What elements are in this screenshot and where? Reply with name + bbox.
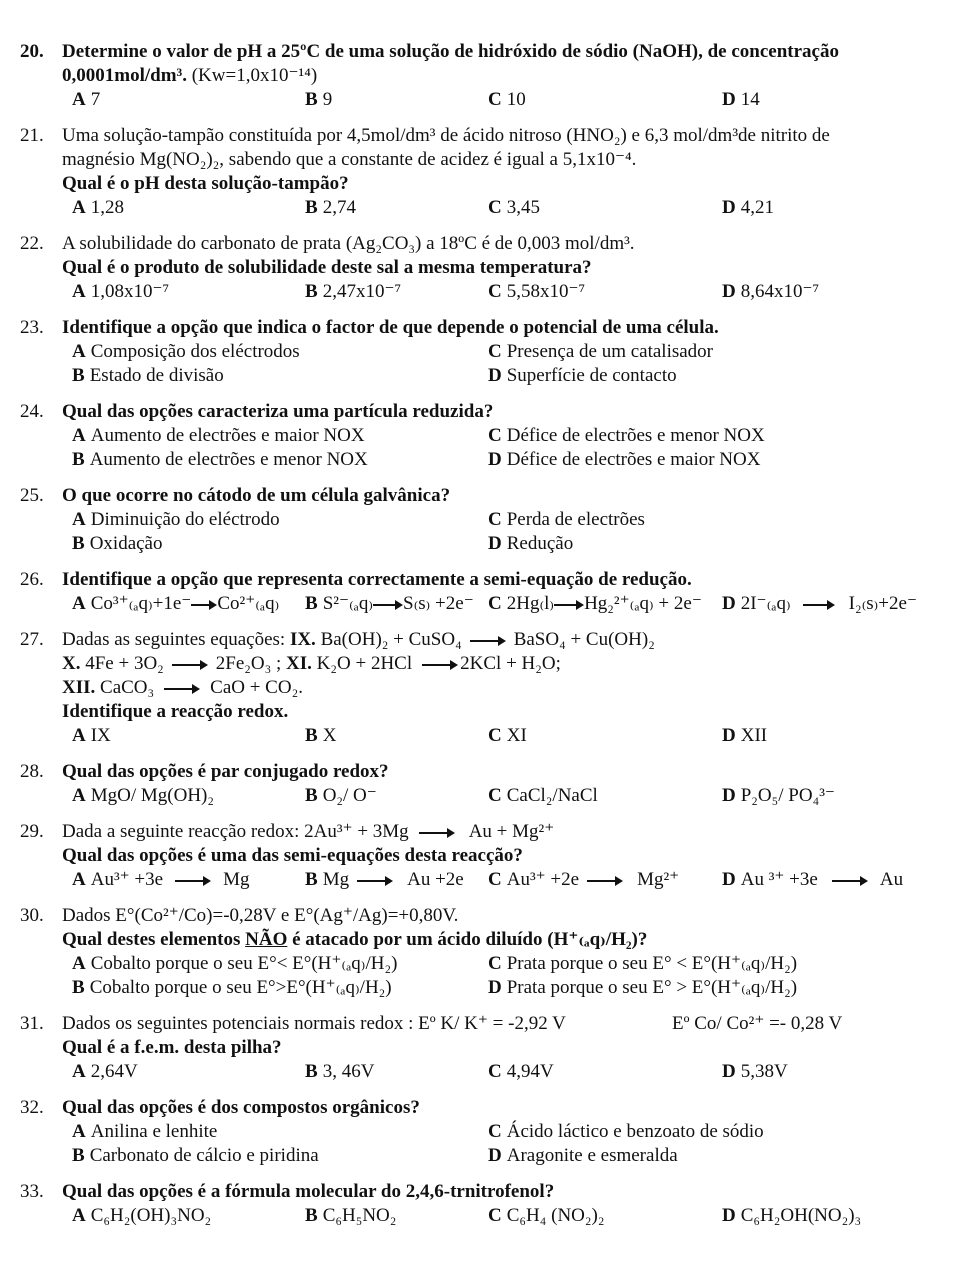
option-d[interactable]: D Prata porque o seu E° > E°(H⁺₍ₐq₎/H₂) — [488, 977, 798, 998]
option-d[interactable]: D 5,38V — [722, 1061, 788, 1082]
question-prompt: Identifique a opção que indica o factor de que depende o potencial de uma célula. — [62, 317, 719, 338]
question-number: 29. — [20, 821, 44, 842]
question-prompt: Qual das opções é par conjugado redox? — [62, 761, 389, 782]
question-33 — [0, 1180, 960, 1228]
option-b[interactable]: B Mg Au +2e — [305, 869, 464, 890]
option-c[interactable]: C C₆H₄ (NO₂)₂ — [488, 1205, 605, 1226]
options-row — [0, 1120, 960, 1144]
option-a[interactable]: A MgO/ Mg(OH)₂ — [72, 785, 214, 806]
question-number: 22. — [20, 233, 44, 254]
arrow-icon — [554, 600, 584, 610]
concentration: 0,0001mol/dm³. — [62, 65, 187, 86]
arrow-icon — [470, 636, 506, 646]
option-d[interactable]: D 14 — [722, 89, 760, 110]
question-prompt: O que ocorre no cátodo de um célula galvânica? — [62, 485, 451, 506]
option-c[interactable]: C 4,94V — [488, 1061, 554, 1082]
question-23 — [0, 316, 960, 388]
question-number: 26. — [20, 569, 44, 590]
question-number: 20. — [20, 41, 44, 62]
question-number: 27. — [20, 629, 44, 650]
option-a[interactable]: A 1,28 — [72, 197, 124, 218]
question-21 — [0, 124, 960, 220]
question-number: 25. — [20, 485, 44, 506]
arrow-icon — [164, 684, 200, 694]
options-row — [0, 508, 960, 532]
option-a[interactable]: A 1,08x10⁻⁷ — [72, 281, 170, 302]
question-32 — [0, 1096, 960, 1168]
question-number: 28. — [20, 761, 44, 782]
question-number: 32. — [20, 1097, 44, 1118]
reaction-text: Dada a seguinte reacção redox: 2Au³⁺ + 3Mg Au + Mg²⁺ — [62, 821, 555, 842]
option-a[interactable]: A Au³⁺ +3e Mg — [72, 869, 250, 890]
question-30 — [0, 904, 960, 1000]
option-d[interactable]: D Au ³⁺ +3e Au — [722, 869, 904, 890]
question-31 — [0, 1012, 960, 1084]
option-b[interactable]: B Carbonato de cálcio e piridina — [72, 1145, 319, 1166]
option-d[interactable]: D Redução — [488, 533, 574, 554]
arrow-icon — [373, 600, 403, 610]
question-number: 30. — [20, 905, 44, 926]
kw-value: (Kw=1,0x10⁻¹⁴) — [186, 65, 318, 86]
question-text: Determine o valor de pH a 25ºC de uma solução de hidróxido de sódio (NaOH), de concentração — [62, 41, 839, 62]
arrow-icon — [419, 828, 455, 838]
option-b[interactable]: B Aumento de electrões e menor NOX — [72, 449, 368, 470]
question-20 — [0, 40, 960, 112]
question-prompt: Qual é a f.e.m. desta pilha? — [62, 1037, 282, 1058]
question-25 — [0, 484, 960, 556]
arrow-icon — [175, 876, 211, 886]
question-number: 21. — [20, 125, 44, 146]
question-prompt: Qual é o pH desta solução-tampão? — [62, 173, 349, 194]
option-a[interactable]: A Co³⁺₍ₐq₎+1e⁻ Co²⁺₍ₐq₎ — [72, 593, 280, 614]
question-number: 23. — [20, 317, 44, 338]
options-row — [0, 1144, 960, 1168]
question-text: A solubilidade do carbonato de prata (Ag₂CO₃) a 18ºC é de 0,003 mol/dm³. — [62, 233, 635, 254]
option-b[interactable]: B C₆H₅NO₂ — [305, 1205, 397, 1226]
option-d[interactable]: D P₂O₅/ PO₄³⁻ — [722, 785, 835, 806]
option-c[interactable]: C XI — [488, 725, 527, 746]
arrow-icon — [803, 600, 835, 610]
option-d[interactable]: D XII — [722, 725, 768, 746]
question-text-2: magnésio Mg(NO₂)₂, sabendo que a constante de acidez é igual a 5,1x10⁻⁴. — [62, 149, 637, 170]
option-c[interactable]: C 2Hg₍l₎ Hg₂²⁺₍ₐq₎ + 2e⁻ — [488, 593, 702, 614]
option-a[interactable]: A Diminuição do eléctrodo — [72, 509, 280, 530]
nao-emphasis: NÃO — [245, 929, 288, 950]
option-a[interactable]: A 7 — [72, 89, 101, 110]
question-prompt: Qual é o produto de solubilidade deste sal a mesma temperatura? — [62, 257, 592, 278]
option-a[interactable]: A 2,64V — [72, 1061, 138, 1082]
options-row — [0, 1204, 960, 1228]
options-row — [0, 364, 960, 388]
option-c[interactable]: C Au³⁺ +2e Mg²⁺ — [488, 869, 680, 890]
question-number: 24. — [20, 401, 44, 422]
arrow-icon — [587, 876, 623, 886]
question-prompt: Identifique a reacção redox. — [62, 701, 289, 722]
option-c[interactable]: C Ácido láctico e benzoato de sódio — [488, 1121, 764, 1142]
option-d[interactable]: D Aragonite e esmeralda — [488, 1145, 678, 1166]
equation-line-3: XII. CaCO₃ CaO + CO₂. — [62, 677, 303, 698]
option-c[interactable]: C Perda de electrões — [488, 509, 645, 530]
option-b[interactable]: B Oxidação — [72, 533, 163, 554]
arrow-icon — [191, 600, 217, 610]
options-row — [0, 868, 960, 892]
option-b[interactable]: B Estado de divisão — [72, 365, 224, 386]
question-29 — [0, 820, 960, 892]
option-b[interactable]: B 2,47x10⁻⁷ — [305, 281, 402, 302]
question-27 — [0, 628, 960, 748]
question-22 — [0, 232, 960, 304]
question-prompt: Qual das opções é dos compostos orgânicos? — [62, 1097, 420, 1118]
options-row — [0, 448, 960, 472]
question-text-2: Eº Co/ Co²⁺ =- 0,28 V — [672, 1013, 843, 1034]
option-b[interactable]: B 3, 46V — [305, 1061, 375, 1082]
option-a[interactable]: A Anilina e lenhite — [72, 1121, 218, 1142]
question-prompt: Qual das opções é uma das semi-equações desta reacção? — [62, 845, 523, 866]
option-c[interactable]: C Prata porque o seu E° < E°(H⁺₍ₐq₎/H₂) — [488, 953, 798, 974]
option-c[interactable]: C 5,58x10⁻⁷ — [488, 281, 586, 302]
options-row — [0, 532, 960, 556]
options-row — [0, 340, 960, 364]
option-a[interactable]: A Aumento de electrões e maior NOX — [72, 425, 365, 446]
option-d[interactable]: D 8,64x10⁻⁷ — [722, 281, 820, 302]
options-row — [0, 280, 960, 304]
option-a[interactable]: A Cobalto porque o seu E°< E°(H⁺₍ₐq₎/H₂) — [72, 953, 398, 974]
option-b[interactable]: B X — [305, 725, 337, 746]
question-28 — [0, 760, 960, 808]
question-prompt: Qual das opções é a fórmula molecular do 2,4,6-trnitrofenol? — [62, 1181, 555, 1202]
options-row — [0, 976, 960, 1000]
option-d[interactable]: D Défice de electrões e maior NOX — [488, 449, 761, 470]
options-row — [0, 784, 960, 808]
question-prompt: Identifique a opção que representa correctamente a semi-equação de redução. — [62, 569, 692, 590]
option-d[interactable]: D 4,21 — [722, 197, 774, 218]
option-b[interactable]: B S²⁻₍ₐq₎ S₍s₎ +2e⁻ — [305, 593, 474, 614]
option-c[interactable]: C CaCl₂/NaCl — [488, 785, 598, 806]
question-text: Dados E°(Co²⁺/Co)=-0,28V e E°(Ag⁺/Ag)=+0,80V. — [62, 905, 459, 926]
option-c[interactable]: C Défice de electrões e menor NOX — [488, 425, 765, 446]
question-24 — [0, 400, 960, 472]
option-b[interactable]: B O₂/ O⁻ — [305, 785, 377, 806]
option-a[interactable]: A C₆H₂(OH)₃NO₂ — [72, 1205, 212, 1226]
options-row — [0, 724, 960, 748]
arrow-icon — [422, 660, 458, 670]
question-text: Dados os seguintes potenciais normais redox : Eº K/ K⁺ = -2,92 V — [62, 1013, 566, 1034]
question-number: 33. — [20, 1181, 44, 1202]
option-d[interactable]: D C₆H₂OH(NO₂)₃ — [722, 1205, 862, 1226]
option-b[interactable]: B 9 — [305, 89, 333, 110]
options-row — [0, 88, 960, 112]
option-a[interactable]: A Composição dos eléctrodos — [72, 341, 300, 362]
options-row — [0, 1060, 960, 1084]
option-d[interactable]: D Superfície de contacto — [488, 365, 677, 386]
arrow-icon — [357, 876, 393, 886]
option-b[interactable]: B 2,74 — [305, 197, 356, 218]
option-c[interactable]: C Presença de um catalisador — [488, 341, 714, 362]
option-d[interactable]: D 2I⁻₍ₐq₎ I₂₍s₎+2e⁻ — [722, 593, 917, 614]
options-row — [0, 424, 960, 448]
options-row — [0, 196, 960, 220]
option-b[interactable]: B Cobalto porque o seu E°>E°(H⁺₍ₐq₎/H₂) — [72, 977, 392, 998]
question-prompt: Qual destes elementos NÃO é atacado por um ácido diluído (H⁺₍ₐq₎/H₂)? — [62, 929, 648, 950]
arrow-icon — [172, 660, 208, 670]
question-text: Uma solução-tampão constituída por 4,5mol/dm³ de ácido nitroso (HNO₂) e 6,3 mol/dm³de nitrito de — [62, 125, 830, 146]
question-prompt: Qual das opções caracteriza uma partícula reduzida? — [62, 401, 494, 422]
options-row — [0, 952, 960, 976]
question-26 — [0, 568, 960, 616]
arrow-icon — [832, 876, 868, 886]
equation-line-2: X. 4Fe + 3O₂ 2Fe₂O₃ ; XI. K₂O + 2HCl 2KCl + H₂O; — [62, 653, 561, 674]
option-c[interactable]: C 3,45 — [488, 197, 540, 218]
equation-line-1: Dadas as seguintes equações: IX. Ba(OH)₂ + CuSO₄ BaSO₄ + Cu(OH)₂ — [62, 629, 655, 650]
option-c[interactable]: C 10 — [488, 89, 526, 110]
question-number: 31. — [20, 1013, 44, 1034]
option-a[interactable]: A IX — [72, 725, 111, 746]
options-row — [0, 592, 960, 616]
